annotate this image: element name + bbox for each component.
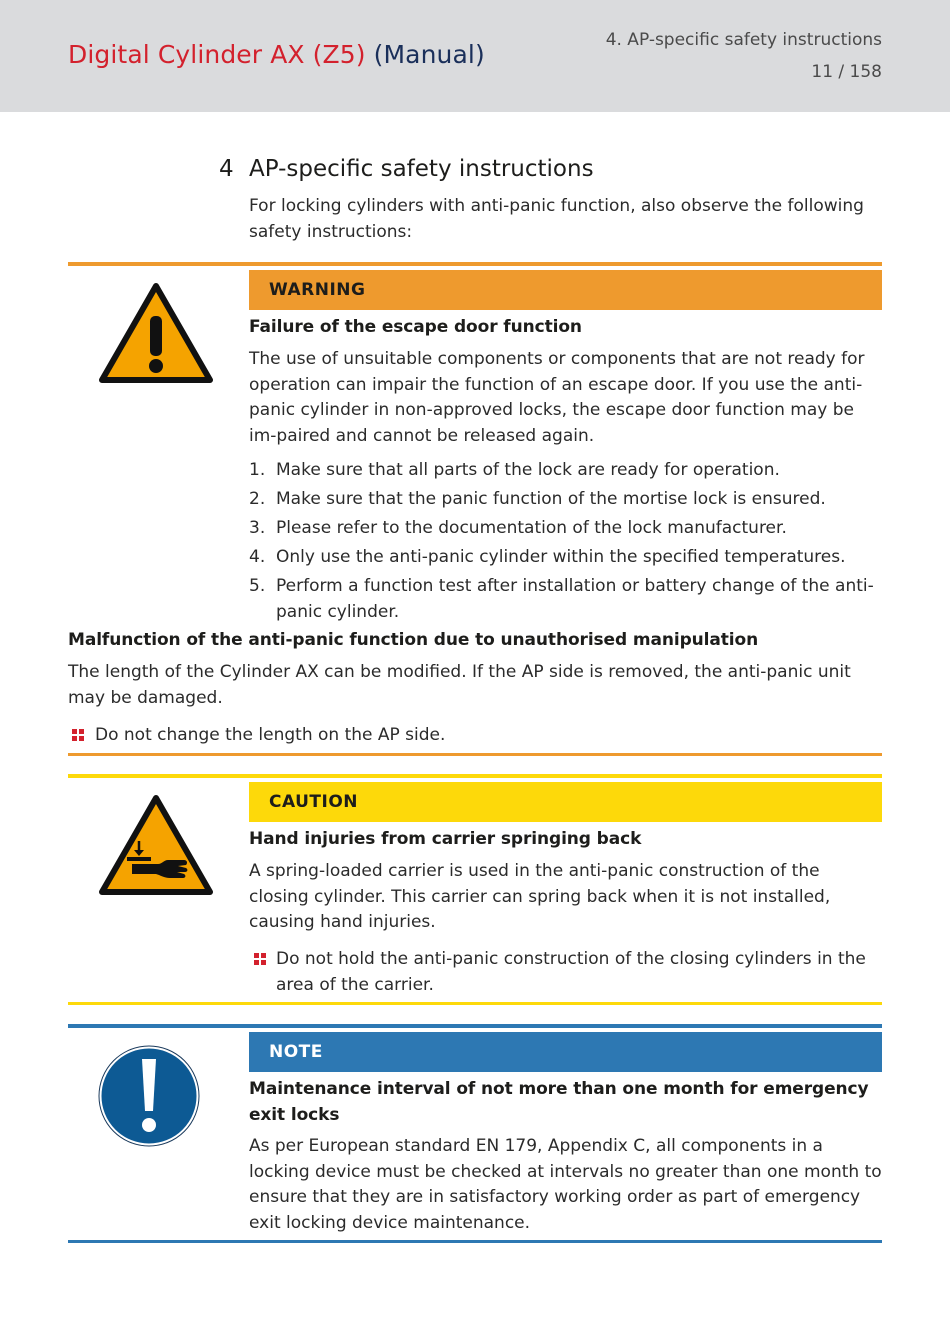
list-item-number: 5.: [249, 576, 266, 596]
warning-triangle-icon: [98, 282, 214, 384]
warning-steps-list: [249, 458, 882, 629]
bullet-text: Do not hold the anti-panic construction of the closing cylinders in the area of the carrier.: [276, 949, 866, 995]
caution-body: A spring-loaded carrier is used in the anti-panic construction of the closing cylinder. This carrier can spring back when it is not installed, causing hand injuries.: [249, 861, 831, 932]
warning-top-rule: [68, 262, 882, 266]
document-title-product: Digital Cylinder AX (Z5): [68, 40, 366, 69]
note-label: NOTE: [249, 1032, 882, 1072]
list-item-text: Make sure that the panic function of the mortise lock is ensured.: [276, 489, 826, 509]
list-item: [249, 487, 882, 513]
caution-top-rule: [68, 774, 882, 778]
red-square-bullet-icon: [72, 729, 84, 741]
note-top-rule: [68, 1024, 882, 1028]
page-header: [0, 0, 950, 112]
red-square-bullet-icon: [254, 953, 266, 965]
section-number: 4: [219, 156, 234, 182]
list-item-text: Please refer to the documentation of the lock manufacturer.: [276, 518, 787, 538]
warning-bottom-rule: [68, 753, 882, 756]
caution-heading: Hand injuries from carrier springing back: [249, 829, 642, 849]
hand-crush-icon: [98, 794, 214, 896]
warning-sub-bullet: [72, 723, 882, 749]
list-item-text: Perform a function test after installation or battery change of the anti-panic cylinder.: [276, 576, 874, 622]
note-bottom-rule: [68, 1240, 882, 1243]
header-page-number: 11 / 158: [811, 62, 882, 82]
mandatory-exclamation-icon: [98, 1045, 200, 1147]
list-item-text: Make sure that all parts of the lock are ready for operation.: [276, 460, 780, 480]
section-heading: [219, 156, 594, 182]
caution-bottom-rule: [68, 1002, 882, 1005]
document-title: [68, 40, 485, 69]
note-heading: Maintenance interval of not more than one month for emergency exit locks: [249, 1079, 869, 1125]
caution-label: CAUTION: [249, 782, 882, 822]
warning-label: WARNING: [249, 270, 882, 310]
list-item: [249, 458, 882, 484]
list-item-number: 2.: [249, 489, 266, 509]
header-section-name: 4. AP-specific safety instructions: [605, 30, 882, 50]
warning-subheading: Malfunction of the anti-panic function due to unauthorised manipulation: [68, 630, 759, 650]
list-item-number: 4.: [249, 547, 266, 567]
list-item: [249, 516, 882, 542]
list-item: [249, 545, 882, 571]
warning-sub-body: The length of the Cylinder AX can be modified. If the AP side is removed, the anti-panic unit may be damaged.: [68, 662, 851, 708]
document-title-type: (Manual): [373, 40, 485, 69]
note-body: As per European standard EN 179, Appendix C, all components in a locking device must be checked at intervals no greater than one month to ensure that they are in satisfactory working order as part of emergency exit locking device maintenance.: [249, 1136, 882, 1233]
caution-bullet: [254, 947, 882, 998]
section-intro: For locking cylinders with anti-panic function, also observe the following safety instructions:: [249, 196, 864, 242]
list-item-text: Only use the anti-panic cylinder within the specified temperatures.: [276, 547, 846, 567]
list-item: [249, 574, 882, 625]
section-title: AP-specific safety instructions: [249, 156, 594, 182]
warning-heading: Failure of the escape door function: [249, 317, 582, 337]
warning-body: The use of unsuitable components or components that are not ready for operation can impair the function of an escape door. If you use the anti-panic cylinder in non-approved locks, the escape door function may be im-paired and cannot be released again.: [249, 349, 865, 446]
list-item-number: 3.: [249, 518, 266, 538]
bullet-text: Do not change the length on the AP side.: [95, 725, 446, 745]
list-item-number: 1.: [249, 460, 266, 480]
